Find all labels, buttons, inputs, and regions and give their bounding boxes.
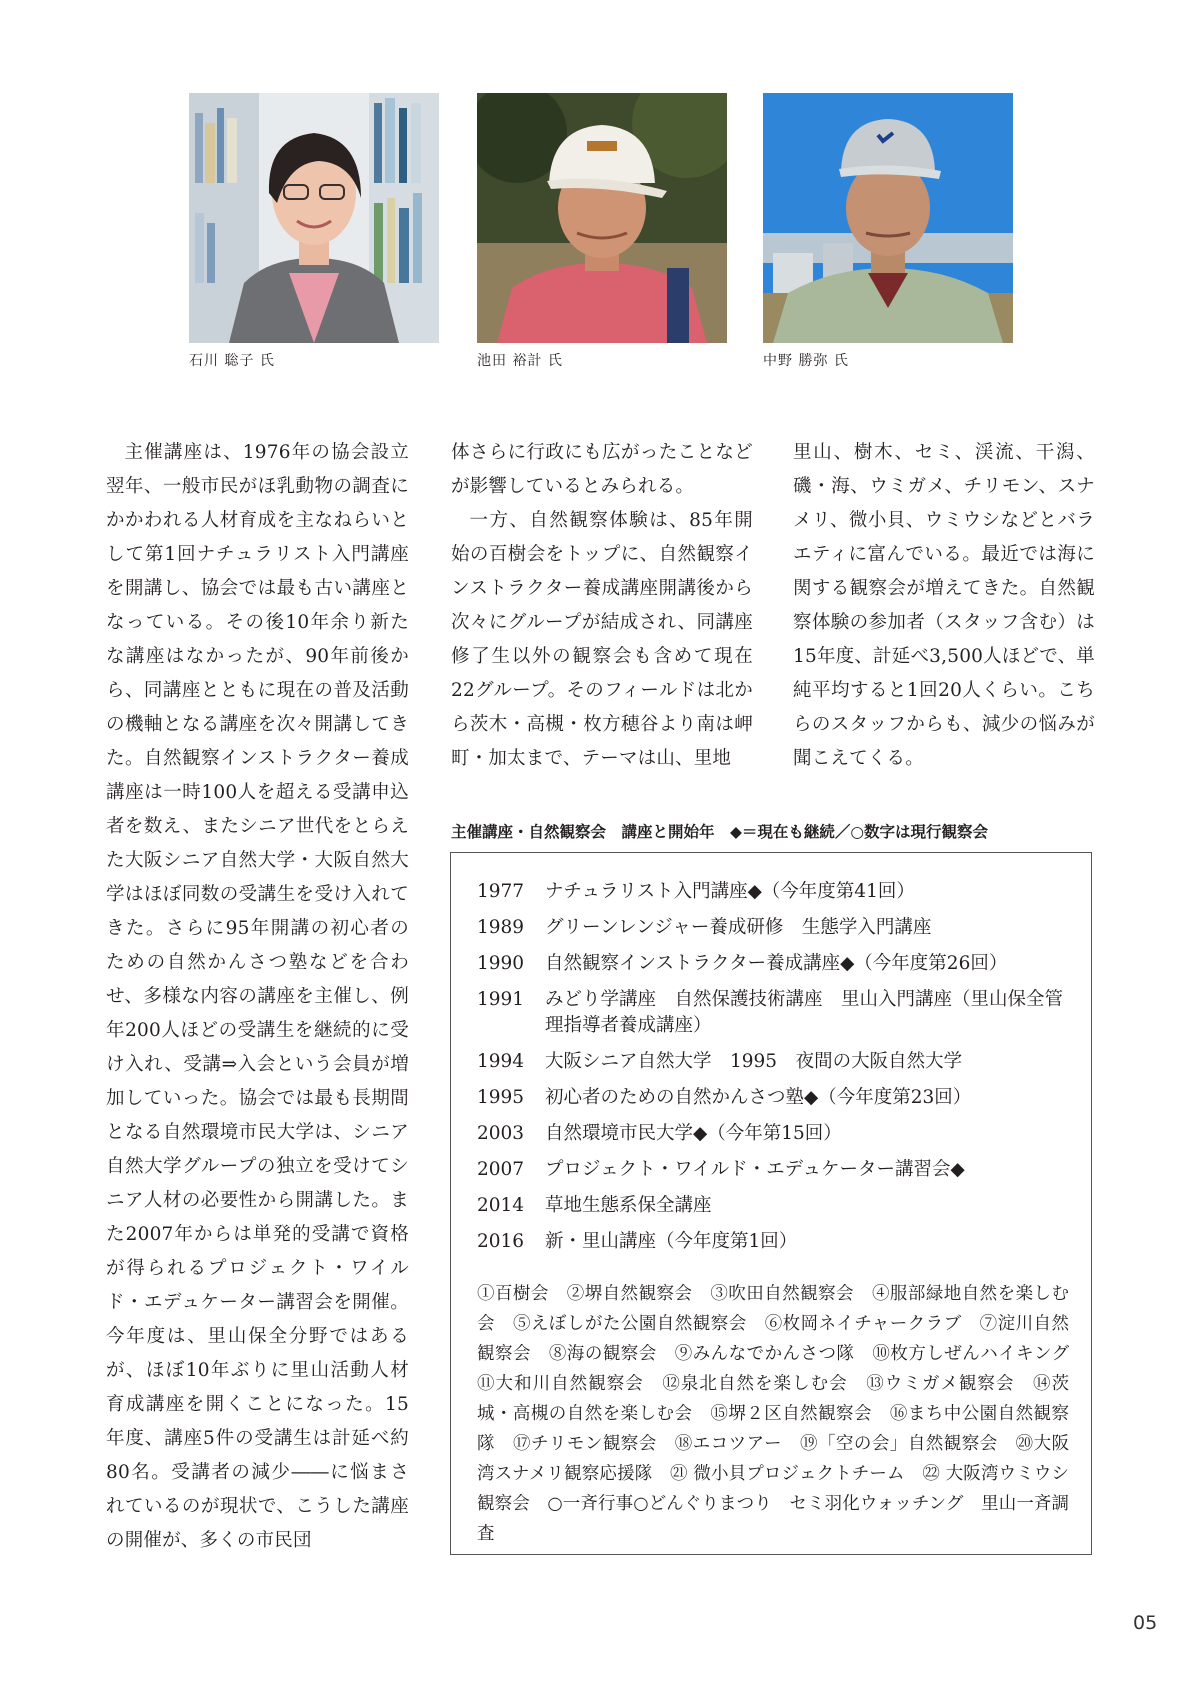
course-name: プロジェクト・ワイルド・エデュケーター講習会◆	[545, 1159, 965, 1180]
observation-group-item: ⑪大和川自然観察会	[477, 1374, 644, 1394]
observation-group-item: ②堺自然観察会	[566, 1284, 693, 1304]
portrait-caption-nakano: 中野 勝弥 氏	[763, 353, 849, 369]
observation-group-item: セミ羽化ウォッチング	[789, 1494, 964, 1514]
observation-group-item: ○一斉行事○どんぐりまつり	[547, 1494, 772, 1514]
article-paragraph: 体さらに行政にも広がったことなどが影響しているとみられる。	[451, 442, 753, 497]
article-column-3	[793, 436, 1095, 776]
course-name: 大阪シニア自然大学 1995 夜間の大阪自然大学	[545, 1051, 963, 1072]
course-year: 1994	[477, 1051, 525, 1072]
observation-group-item: ④服部緑地自然を楽しむ会	[477, 1284, 1069, 1334]
article-column-1	[106, 436, 409, 1558]
article-paragraph: 一方、自然観察体験は、85年開始の百樹会をトップに、自然観察インストラクター養成講座開講後から次々にグループが結成され、同講座修了生以外の観察会も含めて現在22グループ。そのフィールドは北から茨木・高槻・枚方穂谷より南は岬町・加太まで、テーマは山、里地	[451, 510, 753, 769]
observation-group-item: ①百樹会	[477, 1284, 549, 1304]
portrait-ishikawa	[189, 93, 439, 343]
observation-group-item: ⑨みんなでかんさつ隊	[674, 1344, 855, 1364]
course-name: ナチュラリスト入門講座◆（今年度第41回）	[545, 881, 915, 902]
observation-group-item: ⑤えぼしがた公園自然観察会	[512, 1314, 747, 1334]
observation-group-item: ⑲「空の会」自然観察会	[800, 1434, 998, 1454]
observation-group-item: ⑥枚岡ネイチャークラブ	[764, 1314, 962, 1334]
course-row	[477, 915, 1069, 941]
course-year: 1989	[477, 917, 525, 938]
course-name: 草地生態系保全講座	[545, 1195, 712, 1216]
course-year: 2016	[477, 1231, 525, 1252]
course-year: 2014	[477, 1195, 525, 1216]
observation-group-item: ㉒ 大阪湾ウミウシ観察会	[477, 1464, 1070, 1514]
course-name: 自然観察インストラクター養成講座◆（今年度第26回）	[545, 953, 1008, 974]
course-row	[477, 879, 1069, 905]
course-year: 1995	[477, 1087, 525, 1108]
course-row	[477, 1049, 1069, 1075]
course-box-title: 主催講座・自然観察会 講座と開始年 ◆＝現在も継続／○数字は現行観察会	[451, 823, 988, 841]
article-paragraph: 主催講座は、1976年の協会設立翌年、一般市民がほ乳動物の調査にかかわれる人材育成を主なねらいとして第1回ナチュラリスト入門講座を開講し、協会では最も古い講座となっている。その後10年余り新たな講座はなかったが、90年前後から、同講座とともに現在の普及活動の機軸となる講座を次々開講してきた。自然観察インストラクター養成講座は一時100人を超える受講申込者を数え、またシニア世代をとらえた大阪シニア自然大学・大阪自然大学はほぼ同数の受講生を受け入れてきた。さらに95年開講の初心者のための自然かんさつ塾などを合わせ、多様な内容の講座を主催し、例年200人ほどの受講生を継続的に受け入れ、受講⇒入会という会員が増加していった。協会では最も長期間となる自然環境市民大学は、シニア自然大学グループの独立を受けてシニア人材の必要性から開講した。また2007年からは単発的受講で資格が得られるプロジェクト・ワイルド・エデュケーター講習会を開催。今年度は、里山保全分野ではあるが、ほぼ10年ぶりに里山活動人材育成講座を開くことになった。15年度、講座5件の受講生は計延べ約80名。受講者の減少――に悩まされているのが現状で、こうした講座の開催が、多くの市民団	[106, 442, 409, 1551]
course-year: 1991	[477, 989, 525, 1010]
observation-group-item: ⑱エコツアー	[674, 1434, 783, 1454]
observation-group-item: ⑰チリモン観察会	[512, 1434, 657, 1454]
course-year: 2003	[477, 1123, 525, 1144]
observation-group-item: 里山一斉調査	[477, 1494, 1070, 1544]
course-name: 初心者のための自然かんさつ塾◆（今年度第23回）	[545, 1087, 972, 1108]
course-box	[450, 852, 1092, 1555]
observation-group-item: ⑭茨城・高槻の自然を楽しむ会	[477, 1374, 1070, 1424]
observation-group-item: ⑬ウミガメ観察会	[866, 1374, 1015, 1394]
observation-group-item: ⑦淀川自然観察会	[477, 1314, 1070, 1364]
course-row	[477, 1193, 1069, 1219]
course-row	[477, 987, 1069, 1039]
course-year: 1977	[477, 881, 525, 902]
observation-group-item: ⑩枚方しぜんハイキング	[872, 1344, 1070, 1364]
observation-group-item: ⑳大阪湾スナメリ観察応援隊	[477, 1434, 1070, 1484]
article-paragraph: 里山、樹木、セミ、渓流、干潟、磯・海、ウミガメ、チリモン、スナメリ、微小貝、ウミウシなどとバラエティに富んでいる。最近では海に関する観察会が増えてきた。自然観察体験の参加者（スタッフ含む）は15年度、計延べ3,500人ほどで、単純平均すると1回20人くらい。こちらのスタッフからも、減少の悩みが聞こえてくる。	[793, 442, 1095, 769]
portrait-nakano	[763, 93, 1013, 343]
article-column-2	[451, 436, 753, 776]
observation-group-item: ⑧海の観察会	[548, 1344, 657, 1364]
course-row	[477, 1121, 1069, 1147]
observation-group-item: ㉑ 微小貝プロジェクトチーム	[670, 1464, 905, 1484]
course-row	[477, 1157, 1069, 1183]
course-year: 2007	[477, 1159, 525, 1180]
course-name: グリーンレンジャー養成研修 生態学入門講座	[545, 917, 932, 938]
course-row	[477, 1229, 1069, 1255]
course-year: 1990	[477, 953, 525, 974]
observation-group-item: ③吹田自然観察会	[710, 1284, 855, 1304]
portrait-ikeda	[477, 93, 727, 343]
course-row	[477, 951, 1069, 977]
portrait-caption-ikeda: 池田 裕計 氏	[477, 353, 563, 369]
course-row	[477, 1085, 1069, 1111]
observation-group-item: ⑮堺２区自然観察会	[710, 1404, 872, 1424]
course-name: みどり学講座 自然保護技術講座 里山入門講座（里山保全管理指導者養成講座）	[545, 989, 1064, 1036]
observation-group-list	[477, 1279, 1069, 1549]
course-name: 自然環境市民大学◆（今年第15回）	[545, 1123, 842, 1144]
observation-group-item: ⑫泉北自然を楽しむ会	[662, 1374, 848, 1394]
observation-group-item: ⑯まち中公園自然観察隊	[477, 1404, 1069, 1454]
course-name: 新・里山講座（今年度第1回）	[545, 1231, 798, 1252]
portrait-caption-ishikawa: 石川 聡子 氏	[189, 353, 275, 369]
page-number: 05	[1133, 1612, 1158, 1634]
